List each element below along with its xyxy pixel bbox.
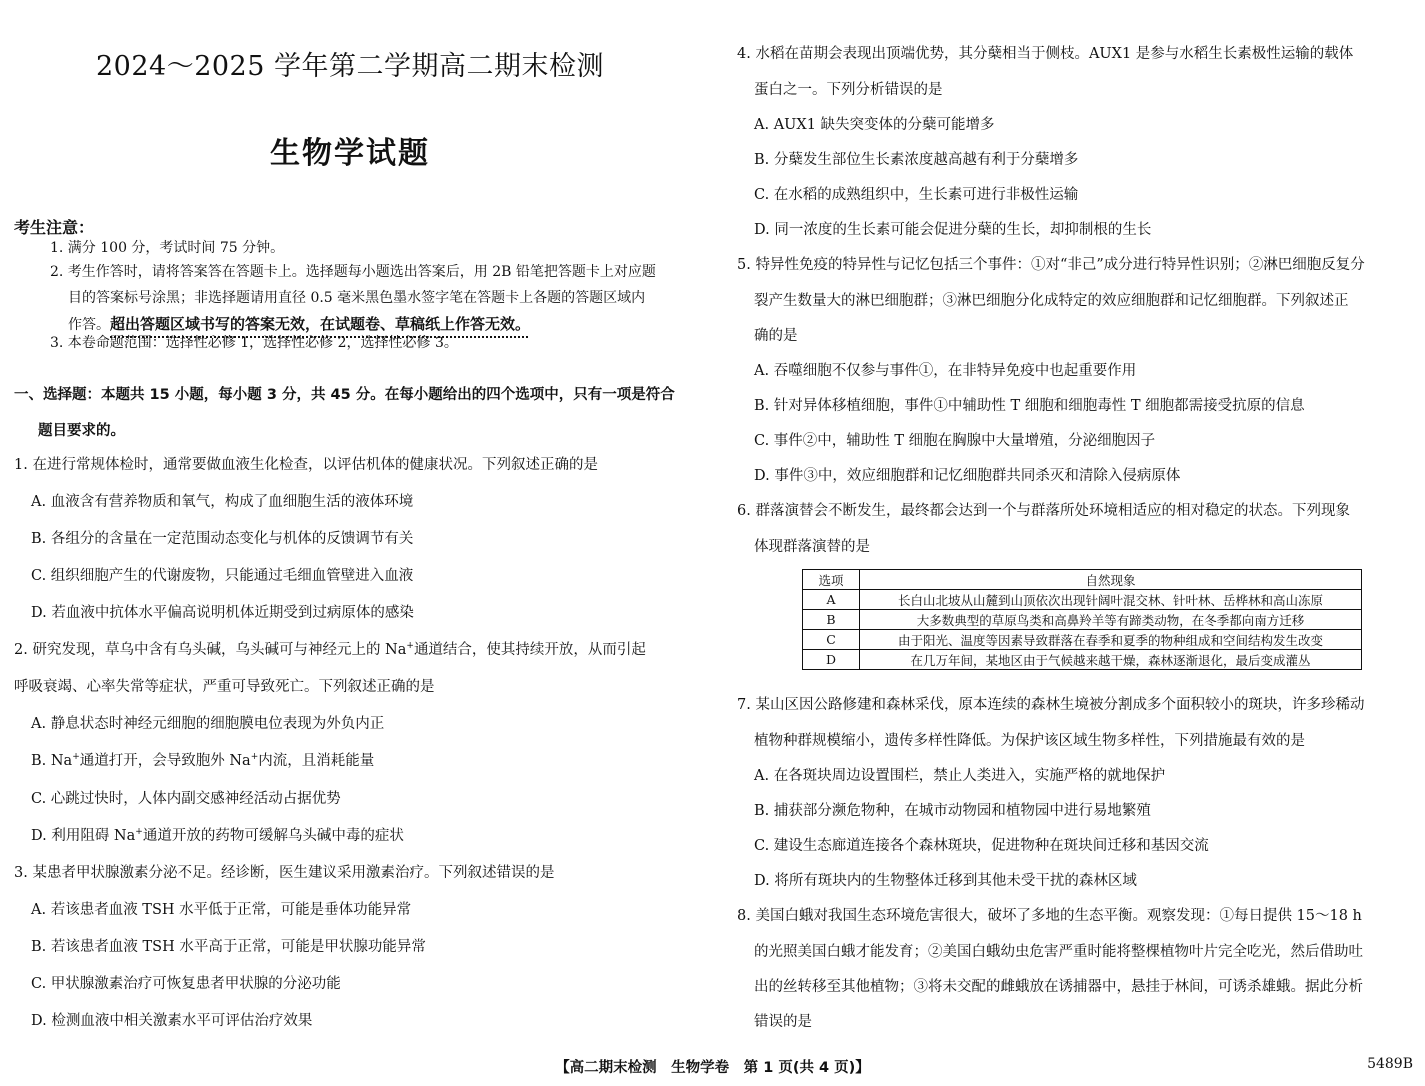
q4-option-b: B. 分蘖发生部位生长素浓度越高越有利于分蘖增多: [754, 152, 1079, 168]
q7-option-a: A. 在各斑块周边设置围栏，禁止人类进入，实施严格的就地保护: [754, 768, 1166, 784]
q2-option-d-pre: D. 利用阻碍 Na: [31, 828, 136, 844]
q5-option-c: C. 事件②中，辅助性 T 细胞在胸腺中大量增殖，分泌细胞因子: [754, 433, 1156, 449]
q6-stem: 6. 群落演替会不断发生，最终都会达到一个与群落所处环境相适应的相对稳定的状态。下列现象: [737, 503, 1350, 519]
table-header-row: [803, 570, 1362, 590]
q7-option-c: C. 建设生态廊道连接各个森林斑块，促进物种在斑块间迁移和基因交流: [754, 838, 1209, 854]
q8-stem-line3: 出的丝转移至其他植物；③将未交配的雌蛾放在诱捕器中，悬挂于林间，可诱杀雄蛾。据此分析: [754, 979, 1363, 995]
q2-stem-pre: 2. 研究发现，草乌中含有乌头碱，乌头碱可与神经元上的 Na: [14, 642, 407, 658]
table-cell-phenomenon: 由于阳光、温度等因素导致群落在春季和夏季的物种组成和空间结构发生改变: [860, 630, 1362, 650]
table-cell-phenomenon: 在几万年间，某地区由于气候越来越干燥，森林逐渐退化，最后变成灌丛: [860, 650, 1362, 670]
section-heading: [14, 377, 704, 449]
table-header-option: 选项: [803, 570, 860, 590]
q1-option-b: B. 各组分的含量在一定范围动态变化与机体的反馈调节有关: [31, 531, 414, 547]
superscript-plus: +: [72, 752, 80, 763]
q7-option-d: D. 将所有斑块内的生物整体迁移到其他未受干扰的森林区域: [754, 873, 1137, 889]
q2-option-d-post: 通道开放的药物可缓解乌头碱中毒的症状: [142, 828, 404, 844]
table-cell-phenomenon: 大多数典型的草原鸟类和高鼻羚羊等有蹄类动物，在冬季都向南方迁移: [860, 610, 1362, 630]
table-cell-option: D: [803, 650, 860, 670]
superscript-plus: +: [250, 752, 259, 763]
q4-option-d: D. 同一浓度的生长素可能会促进分蘖的生长，却抑制根的生长: [754, 222, 1152, 238]
page-footer: 【高二期末检测 生物学卷 第 1 页(共 4 页)】: [555, 1060, 870, 1076]
q8-stem-line2: 的光照美国白蛾才能发育；②美国白蛾幼虫危害严重时能将整棵植物叶片完全吃光，然后借助吐: [754, 944, 1363, 960]
q8-stem: 8. 美国白蛾对我国生态环境危害很大，破坏了多地的生态平衡。观察发现：①每日提供 15～18 h: [737, 908, 1362, 924]
table-header-phenomenon: 自然现象: [860, 570, 1362, 590]
q1-option-c: C. 组织细胞产生的代谢废物，只能通过毛细血管壁进入血液: [31, 568, 414, 584]
q5-option-d: D. 事件③中，效应细胞群和记忆细胞群共同杀灭和清除入侵病原体: [754, 468, 1181, 484]
q1-option-d: D. 若血液中抗体水平偏高说明机体近期受到过病原体的感染: [31, 605, 414, 621]
q2-option-b: [31, 749, 374, 770]
q2-stem-post: 通道结合，使其持续开放，从而引起: [413, 642, 646, 658]
superscript-plus: +: [135, 827, 143, 838]
q1-stem: 1. 在进行常规体检时，通常要做血液生化检查，以评估机体的健康状况。下列叙述正确的是: [14, 457, 598, 473]
q2-option-a: A. 静息状态时神经元细胞的细胞膜电位表现为外负内正: [31, 716, 385, 732]
q3-option-b: B. 若该患者血液 TSH 水平高于正常，可能是甲状腺功能异常: [31, 939, 426, 955]
table-row: [803, 610, 1362, 630]
superscript-plus: +: [406, 641, 414, 652]
q5-option-a: A. 吞噬细胞不仅参与事件①，在非特异免疫中也起重要作用: [754, 363, 1137, 379]
q4-option-a: A. AUX1 缺失突变体的分蘖可能增多: [754, 117, 995, 133]
notice-item-2-line1: 2. 考生作答时，请将答案答在答题卡上。选择题每小题选出答案后，用 2B 铅笔把答题卡上对应题: [50, 264, 656, 280]
q2-option-b-pre: B. Na: [31, 753, 73, 769]
table-cell-phenomenon: 长白山北坡从山麓到山顶依次出现针阔叶混交林、针叶林、岳桦林和高山冻原: [860, 590, 1362, 610]
q3-option-a: A. 若该患者血液 TSH 水平低于正常，可能是垂体功能异常: [31, 902, 412, 918]
section-heading-line2: 题目要求的。: [38, 423, 125, 439]
q2-stem-line2: 呼吸衰竭、心率失常等症状，严重可导致死亡。下列叙述正确的是: [14, 679, 435, 695]
notice-item-1: 1. 满分 100 分，考试时间 75 分钟。: [50, 240, 285, 256]
q6-phenomena-table: [802, 569, 1362, 670]
table-cell-option: A: [803, 590, 860, 610]
table-row: [803, 590, 1362, 610]
q5-option-b: B. 针对异体移植细胞，事件①中辅助性 T 细胞和细胞毒性 T 细胞都需接受抗原的信息: [754, 398, 1305, 414]
table-cell-option: B: [803, 610, 860, 630]
notice-emphasis: 超出答题区域书写的答案无效，在试题卷、草稿纸上作答无效。: [110, 315, 531, 333]
q2-option-c: C. 心跳过快时，人体内副交感神经活动占据优势: [31, 791, 341, 807]
q2-option-d: [31, 824, 404, 845]
q4-stem: 4. 水稻在苗期会表现出顶端优势，其分蘖相当于侧枝。AUX1 是参与水稻生长素极性运输的载体: [737, 46, 1354, 62]
table-row: [803, 630, 1362, 650]
q2-stem: [14, 638, 646, 659]
table-cell-option: C: [803, 630, 860, 650]
q3-option-d: D. 检测血液中相关激素水平可评估治疗效果: [31, 1013, 313, 1029]
q2-option-b-post: 内流，且消耗能量: [258, 753, 375, 769]
q3-stem: 3. 某患者甲状腺激素分泌不足。经诊断，医生建议采用激素治疗。下列叙述错误的是: [14, 865, 555, 881]
q7-stem-line2: 植物种群规模缩小，遗传多样性降低。为保护该区域生物多样性，下列措施最有效的是: [754, 733, 1305, 749]
q8-stem-line4: 错误的是: [754, 1014, 812, 1030]
q5-stem-line3: 确的是: [754, 328, 798, 344]
notice-item-3: 3. 本卷命题范围：选择性必修 1，选择性必修 2，选择性必修 3。: [50, 335, 458, 351]
q4-stem-line2: 蛋白之一。下列分析错误的是: [754, 82, 943, 98]
subject-title: 生物学试题: [270, 136, 430, 171]
q7-option-b: B. 捕获部分濒危物种，在城市动物园和植物园中进行易地繁殖: [754, 803, 1151, 819]
paper-code: 5489B: [1367, 1056, 1413, 1072]
notice-item-2-line2: 目的答案标号涂黑；非选择题请用直径 0.5 毫米黑色墨水签字笔在答题卡上各题的答题区域内: [68, 290, 646, 306]
exam-title: 2024～2025 学年第二学期高二期末检测: [95, 51, 604, 82]
notice-item-2-line3a: 作答。: [68, 317, 110, 333]
q5-stem: 5. 特异性免疫的特异性与记忆包括三个事件：①对“非己”成分进行特异性识别；②淋巴细胞反复分: [737, 257, 1365, 273]
notice-item-2: [50, 259, 690, 338]
q2-option-b-mid: 通道打开，会导致胞外 Na: [79, 753, 251, 769]
q6-stem-line2: 体现群落演替的是: [754, 539, 870, 555]
notice-heading: 考生注意：: [14, 218, 95, 237]
q7-stem: 7. 某山区因公路修建和森林采伐，原本连续的森林生境被分割成多个面积较小的斑块，许多珍稀动: [737, 697, 1365, 713]
table-row: [803, 650, 1362, 670]
q1-option-a: A. 血液含有营养物质和氧气，构成了血细胞生活的液体环境: [31, 494, 414, 510]
q3-option-c: C. 甲状腺激素治疗可恢复患者甲状腺的分泌功能: [31, 976, 341, 992]
q5-stem-line2: 裂产生数量大的淋巴细胞群；③淋巴细胞分化成特定的效应细胞群和记忆细胞群。下列叙述正: [754, 293, 1349, 309]
q4-option-c: C. 在水稻的成熟组织中，生长素可进行非极性运输: [754, 187, 1079, 203]
section-heading-line1: 一、选择题：本题共 15 小题，每小题 3 分，共 45 分。在每小题给出的四个选项中，只有一项是符合: [14, 387, 675, 403]
